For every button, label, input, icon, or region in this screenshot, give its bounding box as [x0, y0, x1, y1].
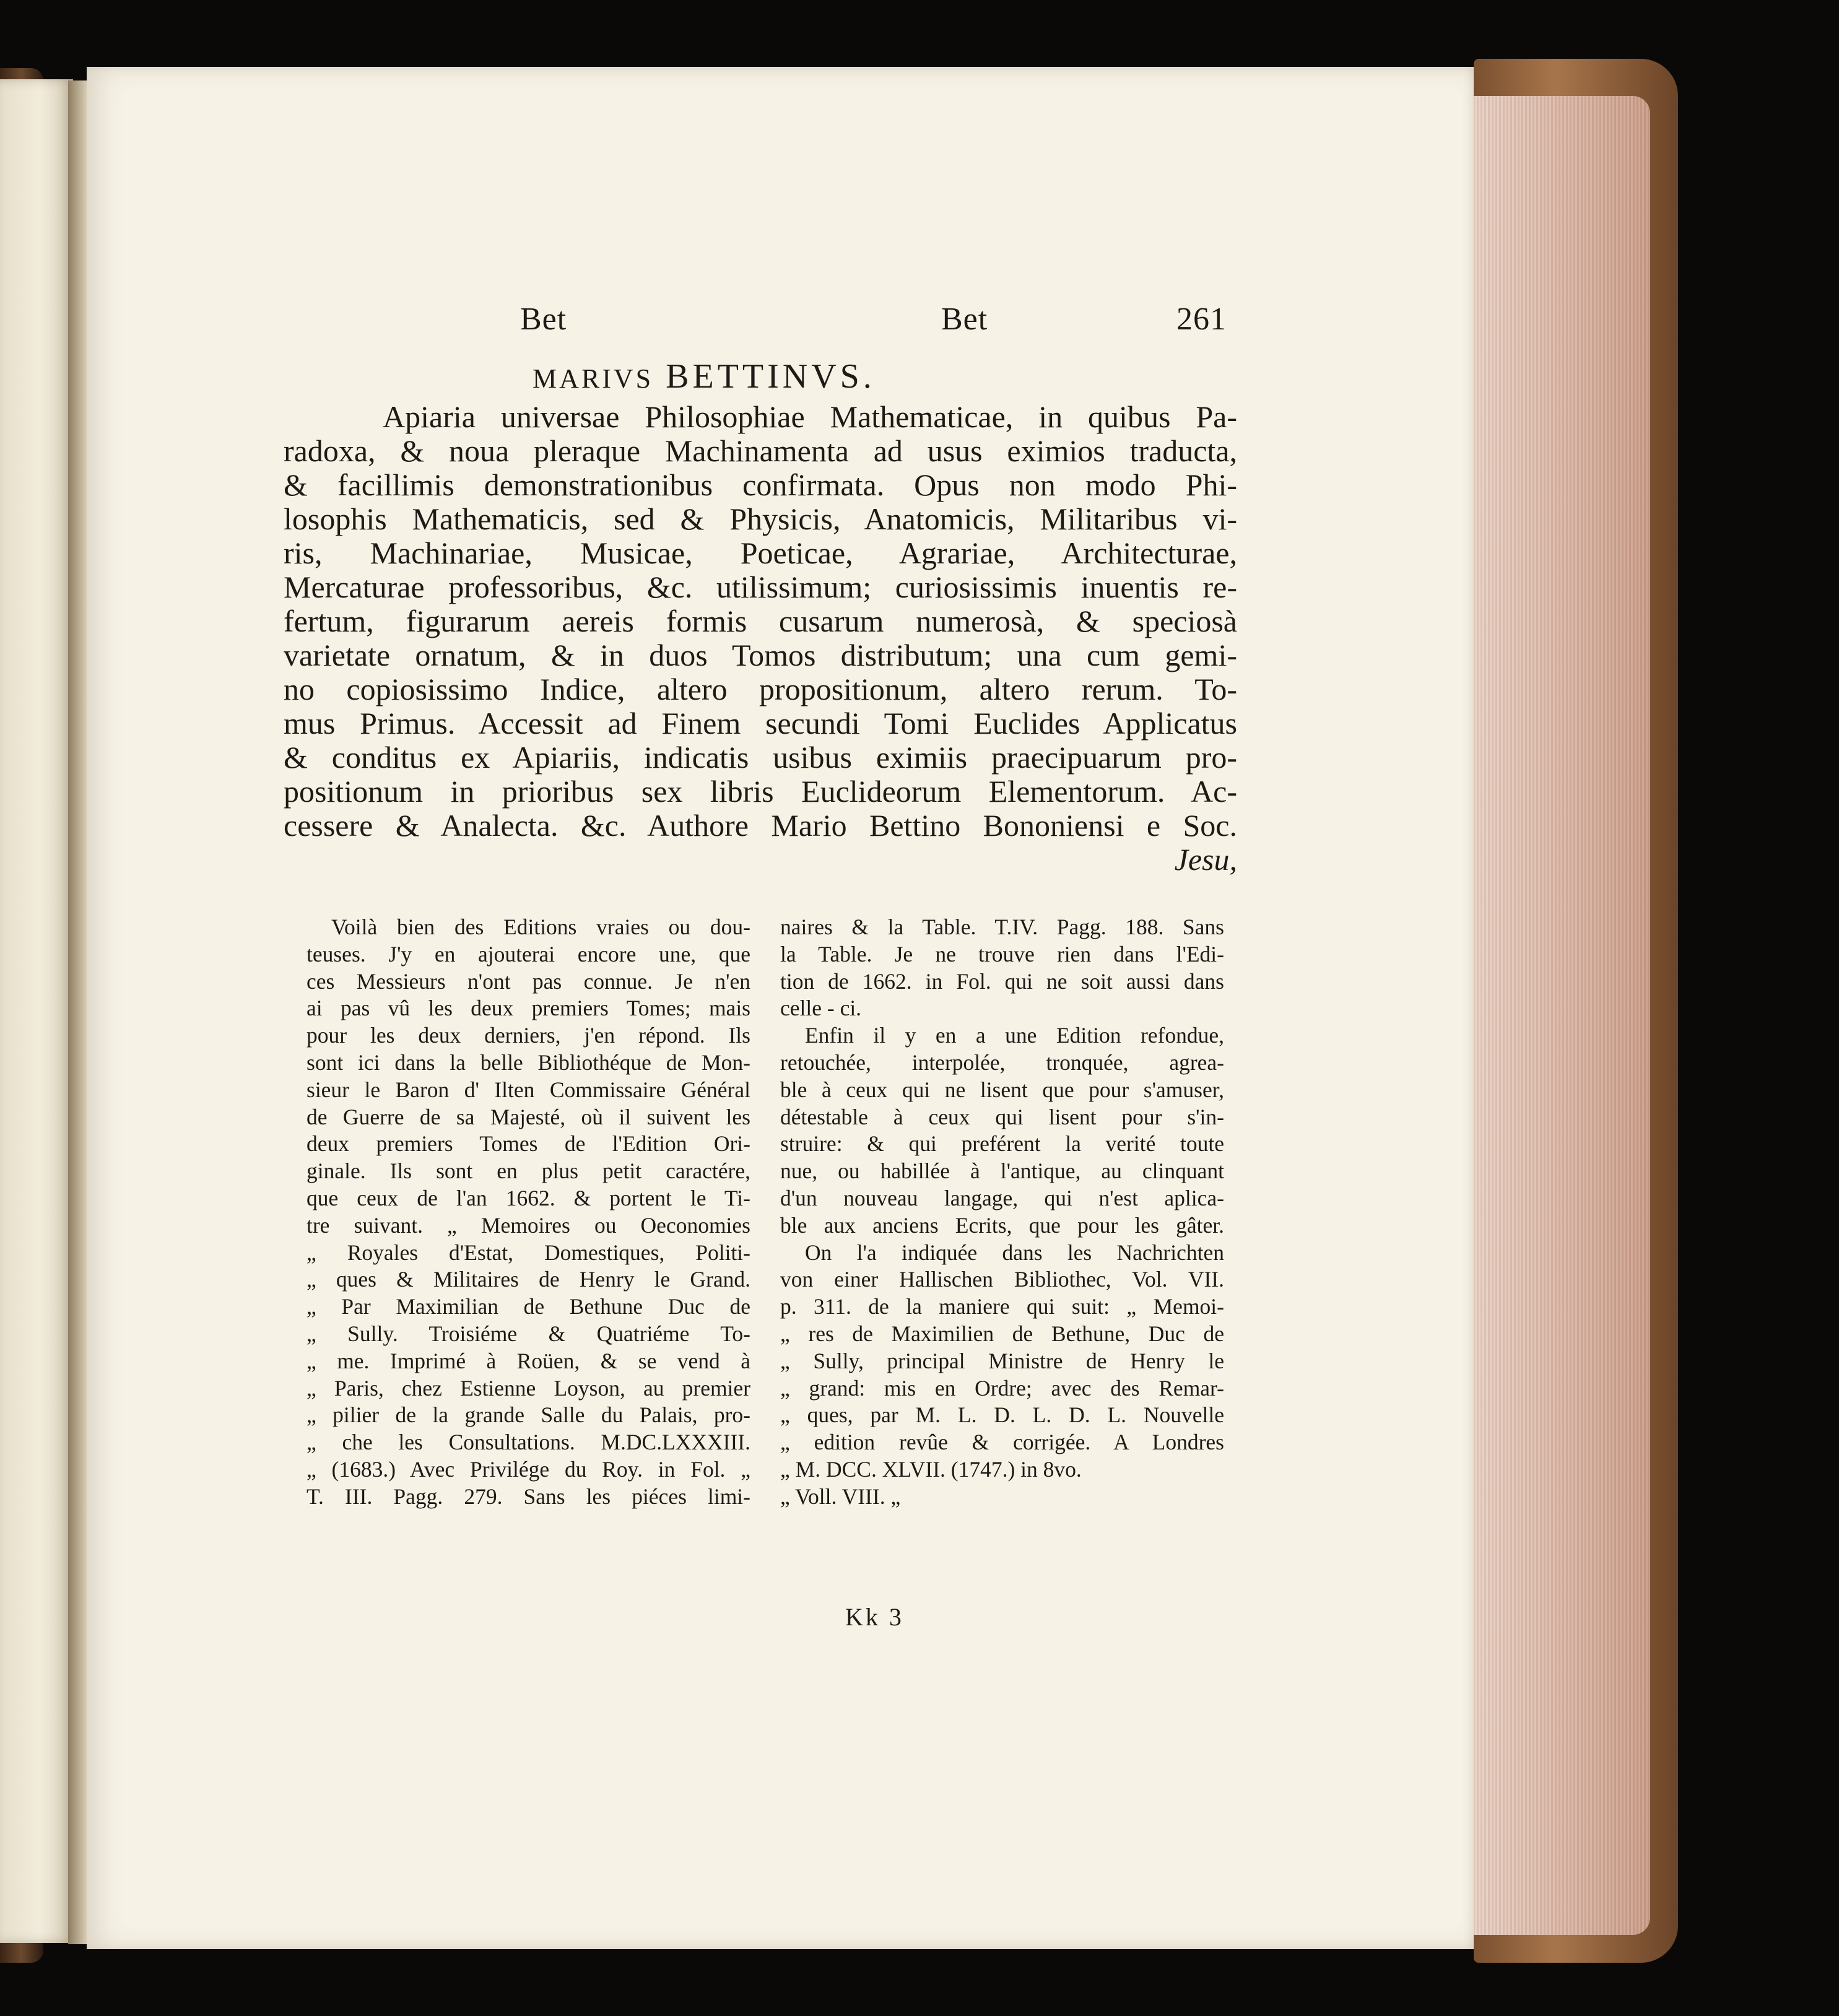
page-edges — [1467, 96, 1650, 1935]
column-line: Enfin il y en a une Edition refondue, — [805, 1023, 1224, 1048]
column-line: détestable à ceux qui lisent pour s'in- — [780, 1104, 1224, 1129]
column-line: „ M. DCC. XLVII. (1747.) in 8vo. — [780, 1456, 1082, 1482]
column-line: „ Paris, chez Estienne Loyson, au premier — [306, 1375, 750, 1401]
column-line: sieur le Baron d' Ilten Commissaire Général — [306, 1077, 750, 1102]
column-line: On l'a indiquée dans les Nachrichten — [805, 1240, 1224, 1265]
column-line: ble à ceux qui ne lisent que pour s'amuser, — [780, 1077, 1224, 1102]
author-surname: BETTINVS. — [666, 357, 876, 396]
title-last-word: Jesu, — [1174, 842, 1237, 877]
column-line: von einer Hallischen Bibliothec, Vol. VII. — [780, 1267, 1224, 1292]
header-center: Bet — [941, 302, 988, 337]
column-line: sont ici dans la belle Bibliothéque de Mon- — [306, 1049, 750, 1075]
column-line: „ Sully. Troisiéme & Quatriéme To- — [306, 1321, 750, 1346]
title-line: no copiosissimo Indice, altero propositionum, altero rerum. To- — [284, 672, 1237, 706]
signature-mark: Kk 3 — [845, 1603, 904, 1631]
left-column — [306, 914, 750, 1511]
column-line: pour les deux derniers, j'en répond. Ils — [306, 1023, 750, 1048]
column-line: la Table. Je ne trouve rien dans l'Edi- — [780, 941, 1224, 967]
column-line: tion de 1662. in Fol. qui ne soit aussi dans — [780, 968, 1224, 994]
column-line: que ceux de l'an 1662. & portent le Ti- — [306, 1185, 750, 1210]
column-line: „ che les Consultations. M.DC.LXXXIII. — [306, 1430, 750, 1455]
title-line: mus Primus. Accessit ad Finem secundi Tomi Euclides Applicatus — [284, 706, 1237, 741]
title-line: varietate ornatum, & in duos Tomos distributum; una cum gemi- — [284, 638, 1237, 672]
book-page — [87, 67, 1474, 1949]
title-line: losophis Mathematicis, sed & Physicis, Anatomicis, Militaribus vi- — [284, 502, 1237, 536]
author-first-name: MARIVS — [533, 363, 654, 394]
right-column — [780, 914, 1224, 1511]
column-line: p. 311. de la maniere qui suit: „ Memoi- — [780, 1294, 1224, 1319]
title-line: Apiaria universae Philosophiae Mathematicae, in quibus Pa- — [383, 399, 1237, 434]
title-line: cessere & Analecta. &c. Authore Mario Bettino Bononiensi e Soc. — [284, 808, 1237, 843]
header-left: Bet — [520, 302, 567, 337]
column-line: „ Sully, principal Ministre de Henry le — [780, 1348, 1224, 1373]
column-line: T. III. Pagg. 279. Sans les piéces limi- — [306, 1484, 750, 1509]
column-line: ble aux anciens Ecrits, que pour les gâter. — [780, 1212, 1224, 1238]
column-line: celle - ci. — [780, 996, 862, 1021]
entry-author — [533, 357, 876, 396]
column-line: „ res de Maximilien de Bethune, Duc de — [780, 1321, 1224, 1346]
column-line: „ grand: mis en Ordre; avec des Remar- — [780, 1375, 1224, 1401]
title-line: fertum, figurarum aereis formis cusarum numerosà, & speciosà — [284, 604, 1237, 638]
title-line: positionum in prioribus sex libris Euclideorum Elementorum. Ac- — [284, 774, 1237, 809]
title-line: & facillimis demonstrationibus confirmata. Opus non modo Phi- — [284, 467, 1237, 502]
column-line: „ pilier de la grande Salle du Palais, pro- — [306, 1402, 750, 1428]
column-line: ces Messieurs n'ont pas connue. Je n'en — [306, 968, 750, 994]
column-line: retouchée, interpolée, tronquée, agrea- — [780, 1049, 1224, 1075]
title-line: radoxa, & noua pleraque Machinamenta ad usus eximios traducta, — [284, 433, 1237, 468]
column-line: tre suivant. „ Memoires ou Oeconomies — [306, 1212, 750, 1238]
column-line: naires & la Table. T.IV. Pagg. 188. Sans — [780, 915, 1224, 939]
page-number: 261 — [1176, 302, 1227, 337]
column-line: Voilà bien des Editions vraies ou dou- — [331, 915, 750, 939]
column-line: d'un nouveau langage, qui n'est aplica- — [780, 1185, 1224, 1210]
column-line: nue, ou habillée à l'antique, au clinquant — [780, 1158, 1224, 1184]
column-line: „ Voll. VIII. „ — [780, 1484, 901, 1509]
column-line: ai pas vû les deux premiers Tomes; mais — [306, 996, 750, 1021]
column-line: „ ques, par M. L. D. L. D. L. Nouvelle — [780, 1402, 1224, 1428]
column-line: ginale. Ils sont en plus petit caractére, — [306, 1158, 750, 1184]
column-line: „ Royales d'Estat, Domestiques, Politi- — [306, 1240, 750, 1265]
column-line: „ me. Imprimé à Roüen, & se vend à — [306, 1348, 750, 1373]
column-line: „ ques & Militaires de Henry le Grand. — [306, 1267, 750, 1292]
column-line: „ (1683.) Avec Privilége du Roy. in Fol. „ — [306, 1456, 750, 1482]
left-page-edge — [0, 79, 73, 1943]
column-line: teuses. J'y en ajouterai encore une, que — [306, 941, 750, 967]
entry-title — [284, 400, 1237, 877]
column-line: „ Par Maximilian de Bethune Duc de — [306, 1294, 750, 1319]
title-line: ris, Machinariae, Musicae, Poeticae, Agrariae, Architecturae, — [284, 536, 1237, 570]
column-line: struire: & qui preférent la verité toute — [780, 1131, 1224, 1157]
column-line: deux premiers Tomes de l'Edition Ori- — [306, 1131, 750, 1157]
title-last-line — [284, 843, 1237, 877]
column-line: „ edition revûe & corrigée. A Londres — [780, 1430, 1224, 1455]
column-line: de Guerre de sa Majesté, où il suivent les — [306, 1104, 750, 1129]
title-line: & conditus ex Apiariis, indicatis usibus eximiis praecipuarum pro- — [284, 740, 1237, 775]
title-line: Mercaturae professoribus, &c. utilissimum; curiosissimis inuentis re- — [284, 570, 1237, 604]
